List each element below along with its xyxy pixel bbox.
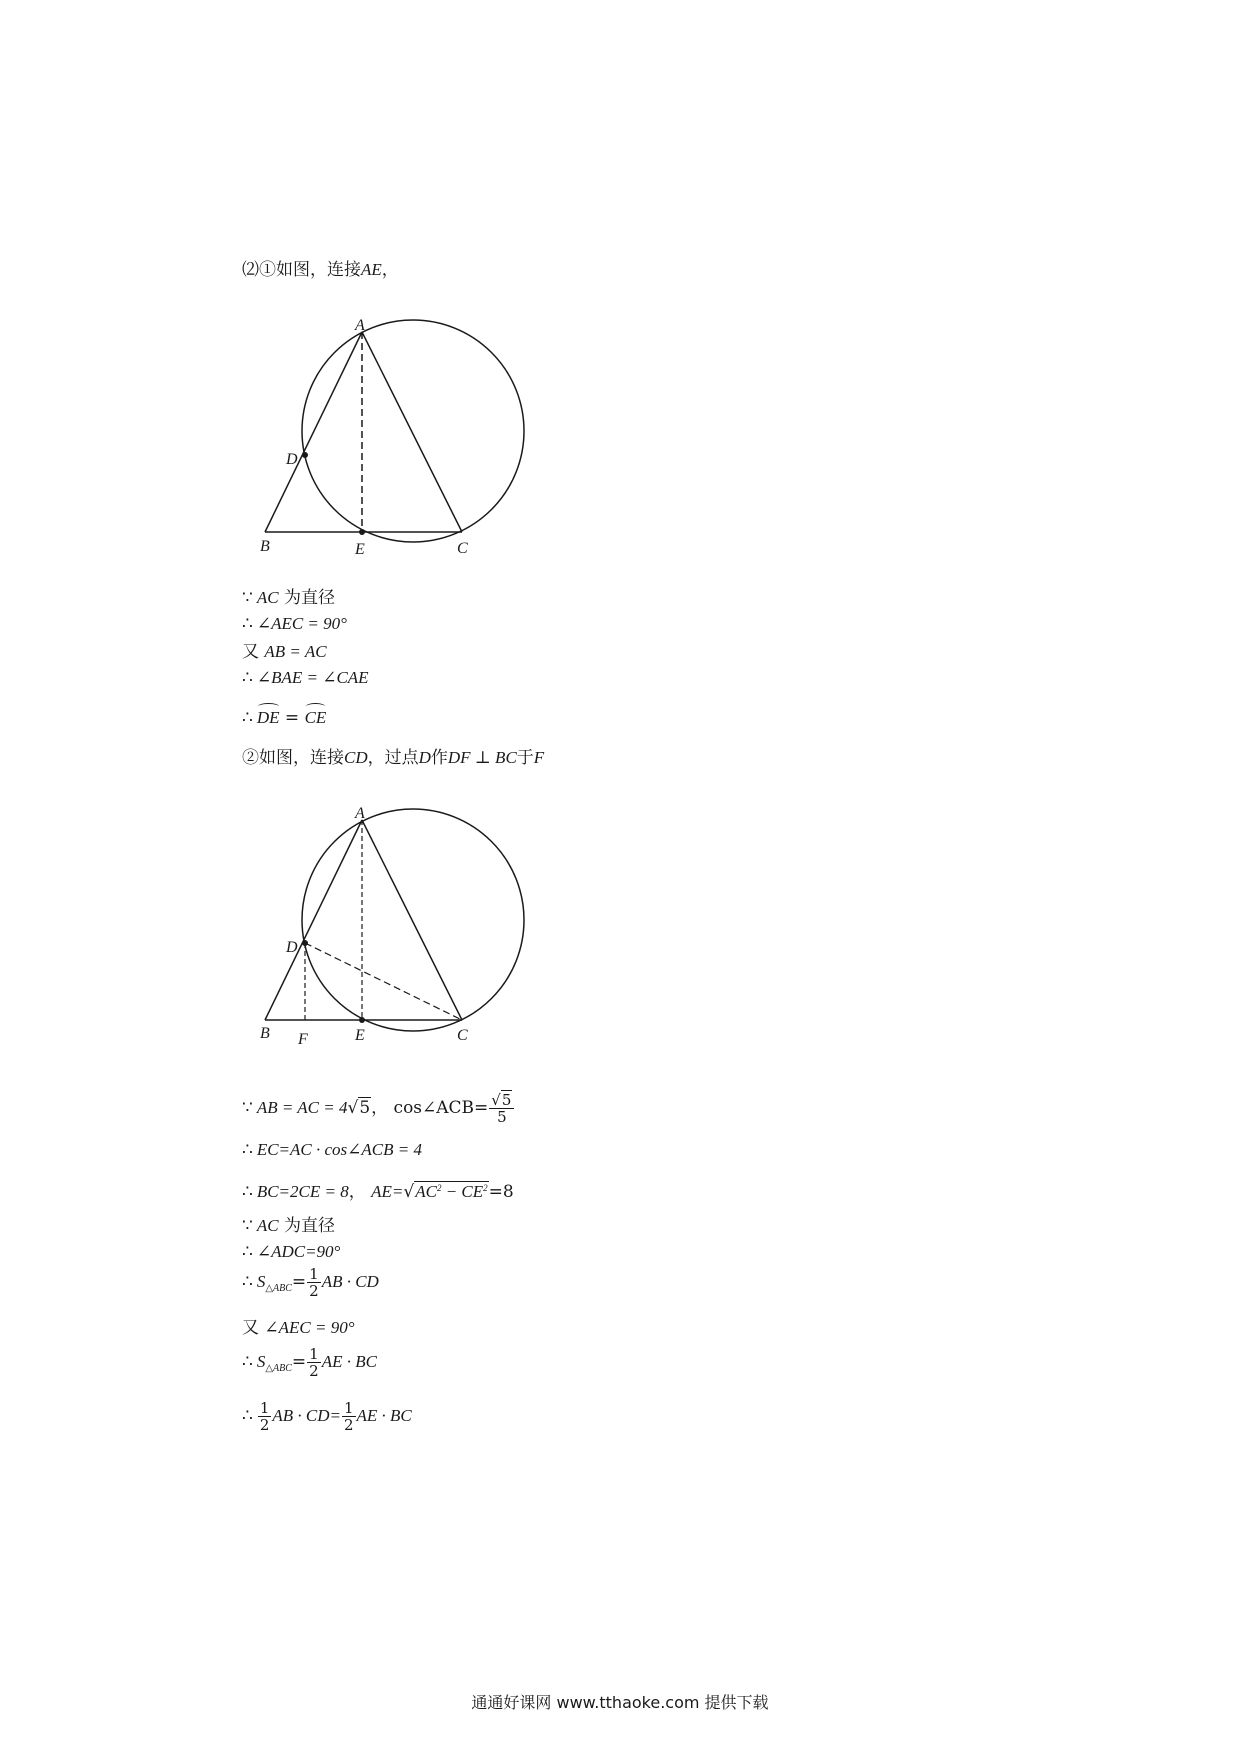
therefore-symbol: ∴ xyxy=(242,1242,253,1262)
arc-ce: CE xyxy=(305,706,327,730)
denominator: 2 xyxy=(259,1416,270,1434)
radicand-mid: − CE xyxy=(441,1182,484,1201)
expr: ∠BAE = ∠CAE xyxy=(256,668,369,687)
therefore-symbol: ∴ xyxy=(242,1140,253,1160)
mid: AB · CD= xyxy=(272,1406,341,1425)
proof1-line-3 xyxy=(242,640,327,664)
expr: EC=AC · cos∠ACB = 4 xyxy=(256,1140,422,1159)
prefix: 又 xyxy=(242,642,259,662)
label-d: D xyxy=(286,451,298,468)
because-symbol: ∵ xyxy=(242,1216,253,1236)
eq: = xyxy=(291,1352,307,1372)
expr: ∠ADC=90° xyxy=(256,1242,341,1261)
result: =8 xyxy=(488,1182,514,1202)
t1: ②如图，连接 xyxy=(242,748,344,768)
numerator: √5 xyxy=(489,1092,514,1109)
t2: ，过点 xyxy=(367,748,419,768)
eq: AB = AC = 4 xyxy=(256,1098,348,1117)
text: 为直径 xyxy=(278,1216,335,1236)
proof2-line-2 xyxy=(242,1138,422,1162)
denominator: 2 xyxy=(343,1416,354,1434)
proof2-line-9 xyxy=(242,1396,412,1436)
sqrt-sign: √ xyxy=(403,1182,415,1202)
eq: = xyxy=(279,708,305,728)
label-b: B xyxy=(260,538,270,555)
expr: ∠AEC = 90° xyxy=(256,614,347,633)
var: AC xyxy=(256,588,279,607)
arc-de: DE xyxy=(257,706,280,730)
t3: 作 xyxy=(430,748,448,768)
eq: = xyxy=(291,1272,307,1292)
v4: F xyxy=(533,748,545,767)
therefore-symbol: ∴ xyxy=(242,1352,253,1372)
proof2-line-8 xyxy=(242,1342,377,1389)
prefix: 又 xyxy=(242,1318,259,1338)
figure-1 xyxy=(250,300,540,560)
fraction-half-right xyxy=(342,1400,356,1433)
figure-2 xyxy=(250,790,540,1050)
proof1-line-1 xyxy=(242,586,335,610)
segment-ac xyxy=(362,820,462,1020)
proof1-line-4 xyxy=(242,666,369,690)
s: S xyxy=(256,1352,266,1371)
proof2-line-3 xyxy=(242,1176,514,1204)
radicand xyxy=(414,1181,488,1201)
expr-a: BC=2CE = 8 xyxy=(256,1182,349,1201)
label-a: A xyxy=(355,805,365,822)
var: AC xyxy=(256,1216,279,1235)
expr-b: AE= xyxy=(371,1182,404,1201)
therefore-symbol: ∴ xyxy=(242,614,253,634)
numerator: 1 xyxy=(343,1399,354,1417)
circle-1 xyxy=(302,320,524,542)
therefore-symbol: ∴ xyxy=(242,668,253,688)
cos: cos∠ACB= xyxy=(393,1098,489,1118)
t4: 于 xyxy=(516,748,534,768)
proof1-line-5 xyxy=(242,706,326,730)
rest: AB · CD xyxy=(321,1272,379,1291)
step-1-end: ， xyxy=(381,260,399,280)
denominator: 2 xyxy=(309,1362,319,1380)
label-a: A xyxy=(355,317,365,334)
step-2-heading xyxy=(242,746,544,770)
point-e xyxy=(359,529,365,535)
exp-1: 2 xyxy=(436,1183,442,1193)
point-d xyxy=(302,940,308,946)
circle-2 xyxy=(302,809,524,1031)
step-1-var: AE xyxy=(361,260,382,279)
numerator: 1 xyxy=(309,1265,319,1283)
segment-dc-dashed xyxy=(305,943,462,1020)
numerator-root: 5 xyxy=(501,1091,512,1109)
proof2-line-5 xyxy=(242,1240,340,1264)
proof2-line-1 xyxy=(242,1088,515,1128)
segment-ac xyxy=(362,332,462,532)
numerator: 1 xyxy=(259,1399,270,1417)
page-footer: 通通好课网 www.tthaoke.com 提供下载 xyxy=(471,1693,769,1712)
exp-2: 2 xyxy=(483,1183,488,1193)
expr: ∠AEC = 90° xyxy=(264,1318,355,1337)
point-e xyxy=(359,1017,365,1023)
sep: ， xyxy=(371,1098,389,1118)
fraction-half xyxy=(307,1346,321,1379)
v2: D xyxy=(418,748,431,767)
point-d xyxy=(302,452,308,458)
therefore-symbol: ∴ xyxy=(242,1406,253,1426)
proof1-line-2 xyxy=(242,612,347,636)
s-sub: △ABC xyxy=(265,1283,292,1294)
denominator: 5 xyxy=(497,1108,507,1126)
label-d: D xyxy=(286,939,298,956)
therefore-symbol: ∴ xyxy=(242,708,253,728)
therefore-symbol: ∴ xyxy=(242,1182,253,1202)
s: S xyxy=(256,1272,266,1291)
v3: DF ⊥ BC xyxy=(447,748,517,767)
label-b: B xyxy=(260,1025,270,1042)
because-symbol: ∵ xyxy=(242,588,253,608)
label-c: C xyxy=(457,1027,468,1044)
step-1-text: ⑵①如图，连接 xyxy=(242,260,361,280)
sqrt-sign: √ xyxy=(347,1098,359,1118)
proof2-line-6 xyxy=(242,1262,379,1309)
step-1-heading xyxy=(242,258,399,282)
sep: ， xyxy=(348,1182,366,1202)
sqrt-5: 5 xyxy=(359,1098,371,1118)
fraction-root5-over-5 xyxy=(489,1092,514,1125)
v1: CD xyxy=(344,748,368,767)
because-symbol: ∵ xyxy=(242,1098,253,1118)
rest: AE · BC xyxy=(321,1352,377,1371)
numerator: 1 xyxy=(309,1345,319,1363)
proof2-line-4 xyxy=(242,1214,335,1238)
segment-ab xyxy=(265,820,362,1020)
fraction-half-left xyxy=(258,1400,272,1433)
text: 为直径 xyxy=(278,588,335,608)
label-e: E xyxy=(355,1027,365,1044)
expr: AB = AC xyxy=(264,642,327,661)
label-f: F xyxy=(298,1031,308,1048)
fraction-half xyxy=(307,1266,321,1299)
s-sub: △ABC xyxy=(265,1363,292,1374)
end: AE · BC xyxy=(356,1406,412,1425)
label-e: E xyxy=(355,541,365,558)
segment-ab xyxy=(265,332,362,532)
radicand-a: AC xyxy=(415,1182,437,1201)
therefore-symbol: ∴ xyxy=(242,1272,253,1292)
label-c: C xyxy=(457,540,468,557)
denominator: 2 xyxy=(309,1282,319,1300)
proof2-line-7 xyxy=(242,1316,355,1340)
